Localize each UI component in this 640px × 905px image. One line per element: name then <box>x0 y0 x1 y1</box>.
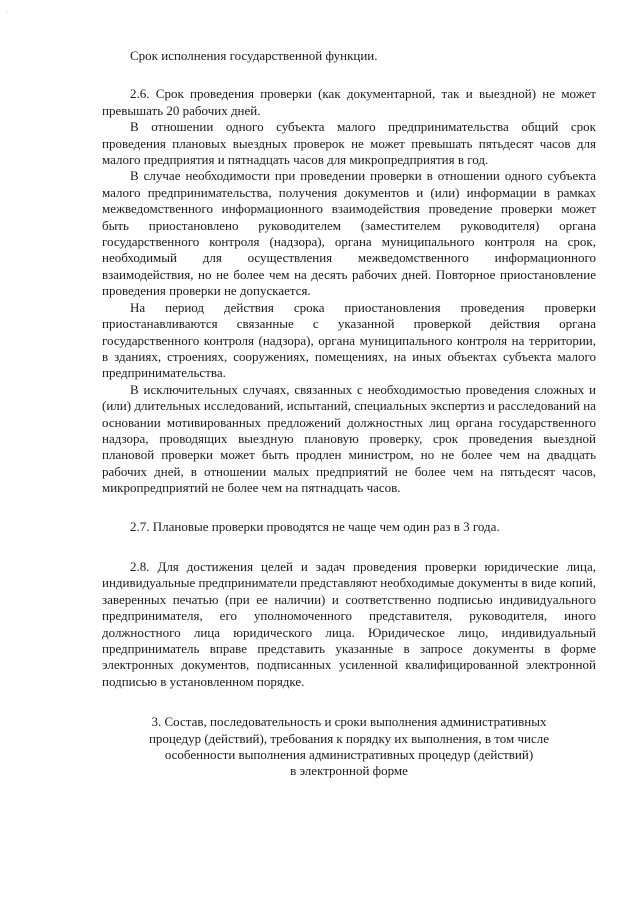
paragraph-extension: В исключительных случаях, связанных с необходимостью проведения сложных и (или) длительных исследований, испытаний, специальных экспертиз и расследований на основании мотивированных предложений должностных лиц органа государственного надзора, проводящих выездную плановую проверку, срок проведения выездной плановой проверки может быть продлен министром, но не более чем на двадцать рабочих дней, в отношении малых предприятий не более чем на пятьдесят часов, микропредприятий не более чем на пятнадцать часов. <box>102 381 596 496</box>
section-3-heading <box>102 714 596 780</box>
heading-line: в электронной форме <box>290 763 408 779</box>
paragraph-2-6: 2.6. Срок проведения проверки (как документарной, так и выездной) не может превышать 20 рабочих дней. <box>102 86 596 118</box>
heading-line: процедур (действий), требования к порядку их выполнения, в том числе <box>148 730 550 746</box>
paragraph-small-business-limit: В отношении одного субъекта малого предпринимательства общий срок проведения плановых выездных проверок не может превышать пятьдесят часов для малого предприятия и пятнадцать часов для микропредприятия в год. <box>102 119 596 168</box>
paragraph-2-8: 2.8. Для достижения целей и задач проведения проверки юридические лица, индивидуальные предприниматели представляют необходимые документы в виде копий, заверенных печатью (при ее наличии) и соответственно подписью индивидуального предпринимателя, его уполномоченного представителя, руководителя, иного должностного лица юридического лица. Юридическое лицо, индивидуальный предприниматель вправе представить указанные в запросе документы в форме электронных документов, подписанных усиленной квалифицированной электронной подписью в установленном порядке. <box>102 558 596 689</box>
heading-line: особенности выполнения административных процедур (действий) <box>164 747 534 763</box>
paragraph-execution-term: Срок исполнения государственной функции. <box>130 48 378 63</box>
heading-line: 3. Состав, последовательность и сроки выполнения административных <box>151 714 547 730</box>
corner-mark: - <box>6 10 8 16</box>
paragraph-suspension-period: На период действия срока приостановления проведения проверки приостанавливаются связанные с указанной проверкой действия органа государственного контроля (надзора), органа муниципального контроля на территории, в зданиях, строениях, сооружениях, помещениях, на иных объектах субъекта малого предпринимательства. <box>102 299 596 381</box>
paragraph-2-7: 2.7. Плановые проверки проводятся не чаще чем один раз в 3 года. <box>130 518 500 534</box>
paragraph-suspension: В случае необходимости при проведении проверки в отношении одного субъекта малого предпринимательства, получения документов и (или) информации в рамках межведомственного информационного взаимодействия проведение проверки может быть приостановлено руководителем (заместителем руководителя) органа государственного контроля (надзора), органа муниципального контроля на срок, необходимый для осуществления межведомственного информационного взаимодействия, но не более чем на десять рабочих дней. Повторное приостановление проведения проверки не допускается. <box>102 168 596 299</box>
